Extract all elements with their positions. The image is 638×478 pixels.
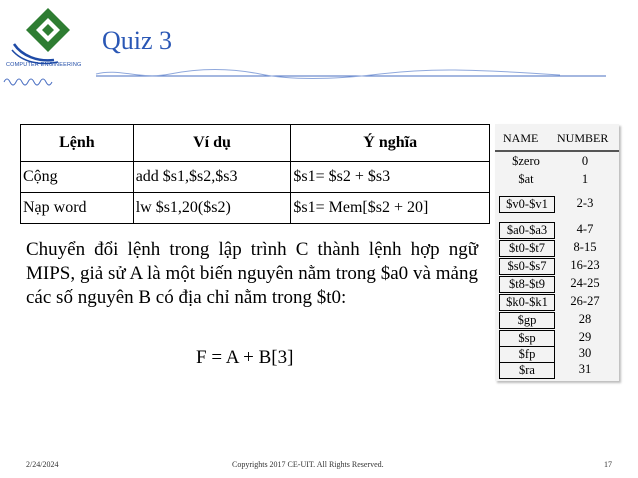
header-wave-decoration: [0, 62, 610, 96]
register-number: 28: [578, 312, 592, 326]
register-number: 1: [581, 172, 589, 186]
table-cell: Cộng: [21, 162, 134, 193]
slide-number: 17: [604, 460, 612, 469]
register-number: 16-23: [570, 258, 600, 272]
register-number: 4-7: [576, 222, 594, 236]
footer-date: 2/24/2024: [26, 460, 59, 469]
register-name: $gp: [499, 312, 555, 329]
table-cell: $s1= $s2 + $s3: [291, 162, 490, 193]
register-name: $at: [518, 172, 534, 186]
register-name: $ra: [499, 362, 555, 379]
register-number: 24-25: [570, 276, 600, 290]
number-column-header: NUMBER: [557, 131, 609, 145]
column-header: Ví dụ: [133, 125, 291, 162]
table-row: [21, 193, 490, 224]
table-row: [21, 162, 490, 193]
register-number: 31: [578, 362, 592, 376]
instruction-table: [20, 124, 490, 224]
register-number: 8-15: [573, 240, 597, 254]
table-header-row: [21, 125, 490, 162]
table-cell: lw $s1,20($s2): [133, 193, 291, 224]
register-name: $v0-$v1: [499, 196, 555, 213]
register-name: $sp: [499, 330, 555, 347]
register-number: 30: [578, 346, 592, 360]
logo-caption: COMPUTER ENGINEERING: [6, 62, 82, 68]
quiz-formula: F = A + B[3]: [196, 347, 294, 368]
register-name: $t8-$t9: [499, 276, 555, 293]
footer-copyright: Copyrights 2017 CE-UIT. All Rights Reserved.: [232, 460, 384, 469]
register-table-header: [495, 124, 619, 152]
register-number: 29: [578, 330, 592, 344]
register-name: $k0-$k1: [499, 294, 555, 311]
column-header: Lệnh: [21, 125, 134, 162]
register-number: 0: [581, 154, 589, 168]
register-name: $t0-$t7: [499, 240, 555, 257]
register-name: $fp: [499, 346, 555, 363]
register-table: [495, 124, 619, 381]
logo-mark-icon: [8, 4, 90, 66]
column-header: Ý nghĩa: [291, 125, 490, 162]
slide-title: Quiz 3: [102, 26, 173, 55]
register-name: $s0-$s7: [499, 258, 555, 275]
name-column-header: NAME: [503, 131, 539, 145]
quiz-question-text: Chuyển đổi lệnh trong lập trình C thành lệnh hợp ngữ MIPS, giả sử A là một biến nguyên nằm trong $a0 và mảng các số nguyên B có địa chỉ nằm trong $t0:: [26, 239, 478, 308]
register-number: 26-27: [570, 294, 600, 308]
register-name: $a0-$a3: [499, 222, 555, 239]
register-name: $zero: [512, 154, 540, 168]
table-cell: add $s1,$s2,$s3: [133, 162, 291, 193]
table-cell: $s1= Mem[$s2 + 20]: [291, 193, 490, 224]
table-cell: Nạp word: [21, 193, 134, 224]
register-number: 2-3: [576, 196, 594, 210]
